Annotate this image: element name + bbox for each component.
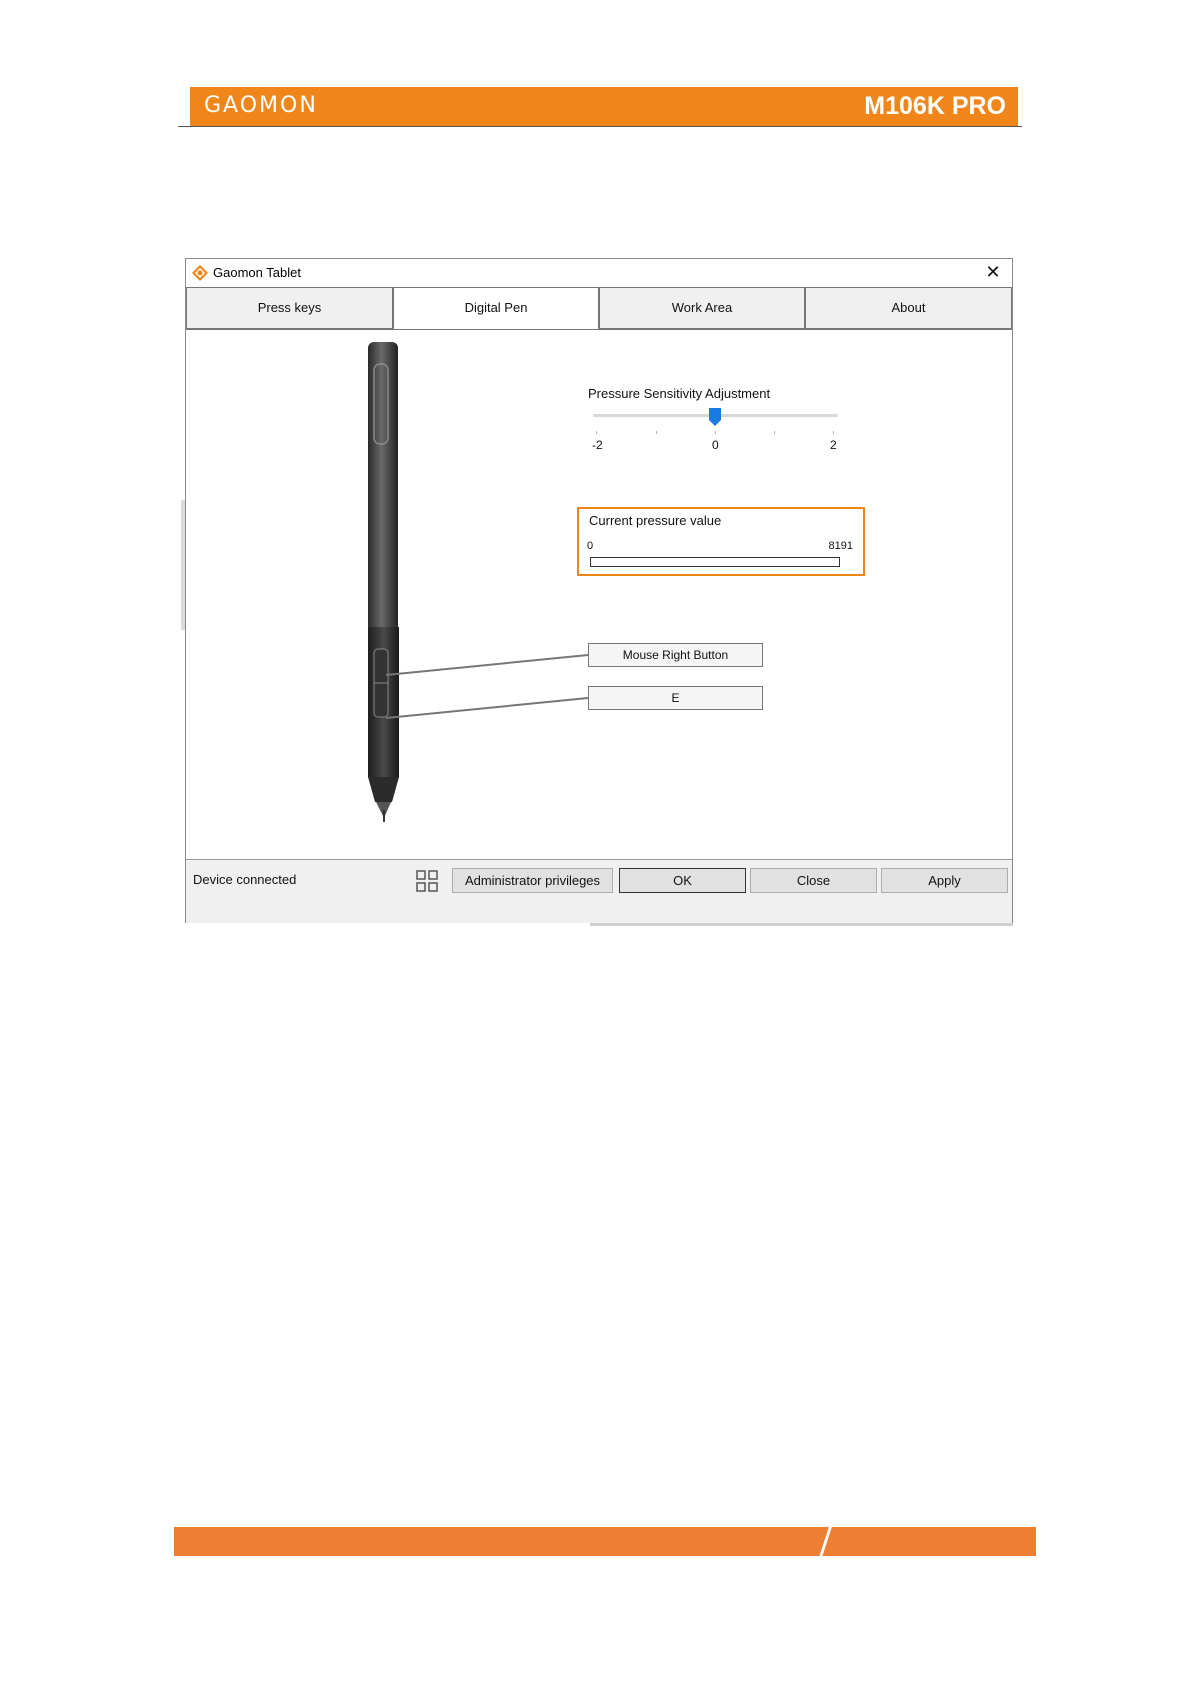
tab-digital-pen[interactable]: Digital Pen <box>393 287 599 329</box>
background-window-edge <box>590 923 1013 926</box>
tab-press-keys[interactable]: Press keys <box>186 287 393 329</box>
grid-icon[interactable] <box>416 870 438 892</box>
pressure-max-value: 8191 <box>828 540 853 552</box>
brand-logo: GAOMON <box>204 93 318 118</box>
administrator-privileges-button[interactable]: Administrator privileges <box>452 868 613 893</box>
document-footer <box>174 1527 1036 1556</box>
slider-mid-label: 0 <box>712 438 719 452</box>
tab-bar <box>186 287 1012 329</box>
gaomon-tablet-dialog <box>185 258 1013 923</box>
pen-lower-button-mapping[interactable]: E <box>588 686 763 710</box>
pressure-sensitivity-slider-thumb[interactable] <box>709 408 721 426</box>
close-icon[interactable]: ✕ <box>985 262 1001 282</box>
gaomon-app-icon <box>192 265 208 281</box>
slider-min-label: -2 <box>592 438 603 452</box>
current-pressure-label: Current pressure value <box>589 513 722 528</box>
document-header <box>190 87 1018 126</box>
footer-slash-divider <box>818 1525 832 1559</box>
pen-button-leader-lines <box>186 330 1012 840</box>
slider-max-label: 2 <box>830 438 837 452</box>
pressure-min-value: 0 <box>587 540 594 552</box>
device-status: Device connected <box>193 872 297 887</box>
slider-tick <box>833 431 834 434</box>
current-pressure-group <box>577 507 865 576</box>
digital-pen-illustration <box>364 342 404 822</box>
pressure-value-bar <box>590 557 840 567</box>
slider-tick <box>774 431 775 434</box>
model-name: M106K PRO <box>864 92 1006 120</box>
header-divider <box>178 126 1022 127</box>
pen-upper-button-mapping[interactable]: Mouse Right Button <box>588 643 763 667</box>
tab-work-area[interactable]: Work Area <box>599 287 805 329</box>
title-bar[interactable] <box>186 259 1012 287</box>
digital-pen-panel <box>186 329 1012 840</box>
slider-tick <box>596 431 597 434</box>
slider-tick <box>715 431 716 434</box>
ok-button[interactable]: OK <box>619 868 746 893</box>
apply-button[interactable]: Apply <box>881 868 1008 893</box>
status-bar <box>186 859 1012 923</box>
tab-about[interactable]: About <box>805 287 1012 329</box>
window-title: Gaomon Tablet <box>213 265 301 280</box>
close-button[interactable]: Close <box>750 868 877 893</box>
slider-tick <box>656 431 657 434</box>
pressure-sensitivity-label: Pressure Sensitivity Adjustment <box>588 386 771 401</box>
